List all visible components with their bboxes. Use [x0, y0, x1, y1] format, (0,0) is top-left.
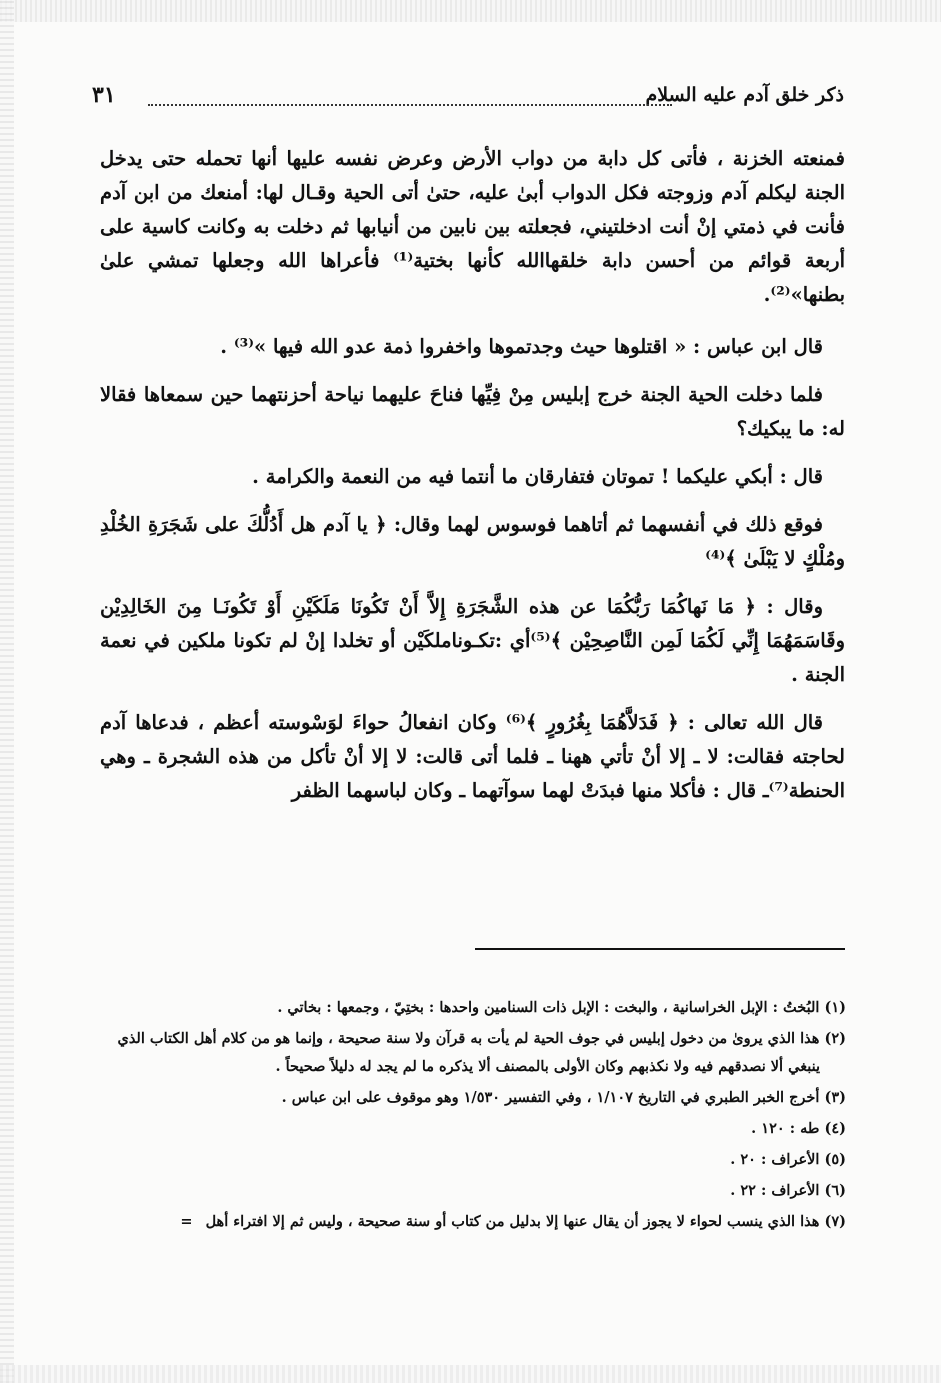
page-number: ٣١ [92, 82, 116, 108]
footnote-divider [475, 948, 845, 950]
footnote-7-text: (٧) هذا الذي ينسب لحواء لا يجوز أن يقال عنها إلا بدليل من كتاب أو سنة صحيحة ، وليس ثم إلا افتراء أهل [205, 1213, 846, 1230]
footnotes [96, 994, 846, 1239]
paragraph-4: قال : أبكي عليكما ! تموتان فتفارقان ما أنتما فيه من النعمة والكرامة . [252, 465, 823, 488]
running-header [92, 84, 844, 118]
paragraph-3: فلما دخلت الحية الجنة خرج إبليس مِنْ فِيِّها فناحَ عليهما نياحة أحزنتهما حين سمعاها فقالا له: ما يبكيك؟ [100, 383, 845, 440]
main-text [100, 142, 845, 822]
scan-edge-top [0, 0, 941, 22]
footnote-5: (٥) الأعراف : ٢٠ . [730, 1151, 846, 1168]
paragraph-2: قال ابن عباس : « اقتلوها حيث وجدتموها واخفروا ذمة عدو الله فيها »⁽³⁾ . [220, 335, 823, 358]
footnote-4: (٤) طه : ١٢٠ . [751, 1120, 846, 1137]
footnote-2: (٢) هذا الذي يروىٰ من دخول إبليس في جوف الحية لم يأت به قرآن ولا سنة صحيحة ، وإنما هو من كلام أهل الكتاب الذي ينبغي ألا نصدقهم فيه ولا نكذبهم وكان الأولى بالمصنف ألا يذكره ما لم يجد له دليلاً صحيحاً . [117, 1030, 846, 1075]
footnote-1: (١) البُختُ : الإبل الخراسانية ، والبخت : الإبل ذات السنامين واحدها : بختِيّ ، وجمعها : بخاتي . [277, 999, 846, 1016]
header-dotted-leader [148, 104, 672, 106]
paragraph-7: قال الله تعالى : ﴿ فَدَلاَّهُمَا بِغُرُورٍ ﴾⁽⁶⁾ وكان انفعالُ حواءَ لوَسْوسته أعظم ، فدعاها آدم لحاجته فقالت: لا ـ إلا أنْ تأتي ههنا ـ فلما أتى قالت: لا إلا أنْ تأكل من هذه الشجرة ـ وهي الحنطة⁽⁷⁾ـ قال : فأكلا منها فبدَتْ لهما سوآتهما ـ وكان لباسهما الظفر [100, 711, 845, 802]
scan-edge-left [0, 0, 14, 1383]
paragraph-5: فوقع ذلك في أنفسهما ثم أتاهما فوسوس لهما وقال: ﴿ يا آدم هل أَدُلُّكَ على شَجَرَةِ الخُلْدِ ومُلْكٍ لا يَبْلَىٰ ﴾⁽⁴⁾ [100, 513, 845, 570]
scan-edge-bottom [0, 1365, 941, 1383]
chapter-title: ذكر خلق آدم عليه السلام [645, 84, 844, 106]
paragraph-1: فمنعته الخزنة ، فأتى كل دابة من دواب الأرض وعرض نفسه عليها أنها تحمله حتى يدخل الجنة ليكلم آدم وزوجته فكل الدواب أبىٰ عليه، حتىٰ أتى الحية وقـال لها: أمنعك من ابن آدم فأنت في ذمتي إنْ أنت ادخلتيني، فجعلته بين نابين من أنيابها ثم دخلت به وكانت كاسية على أربعة قوائم من أحسن دابة خلقهاالله كأنها بختية⁽¹⁾ فأعراها الله وجعلها تمشي علىٰ بطنها»⁽²⁾. [100, 147, 845, 306]
paragraph-6: وقال : ﴿ مَا نَهاكُمَا رَبُّكُمَا عن هذه الشَّجَرَةِ إِلاَّ أَنْ تَكُونَا مَلَكَيْنِ أَوْ تَكُونَـا مِنَ الخَالِدِيْن وقَاسَمَهُمَا إِنِّي لَكُمَا لَمِن النَّاصِحِيْن ﴾⁽⁵⁾أي :تكـوناملكَيْن أو تخلدا إنْ لم تكونا ملكين في نعمة الجنة . [100, 595, 845, 686]
continuation-mark: = [180, 1213, 193, 1230]
footnote-7 [96, 1208, 846, 1236]
footnote-6: (٦) الأعراف : ٢٢ . [730, 1182, 846, 1199]
footnote-3: (٣) أخرج الخبر الطبري في التاريخ ١/١٠٧ ، وفي التفسير ١/٥٣٠ وهو موقوف على ابن عباس . [281, 1089, 846, 1106]
